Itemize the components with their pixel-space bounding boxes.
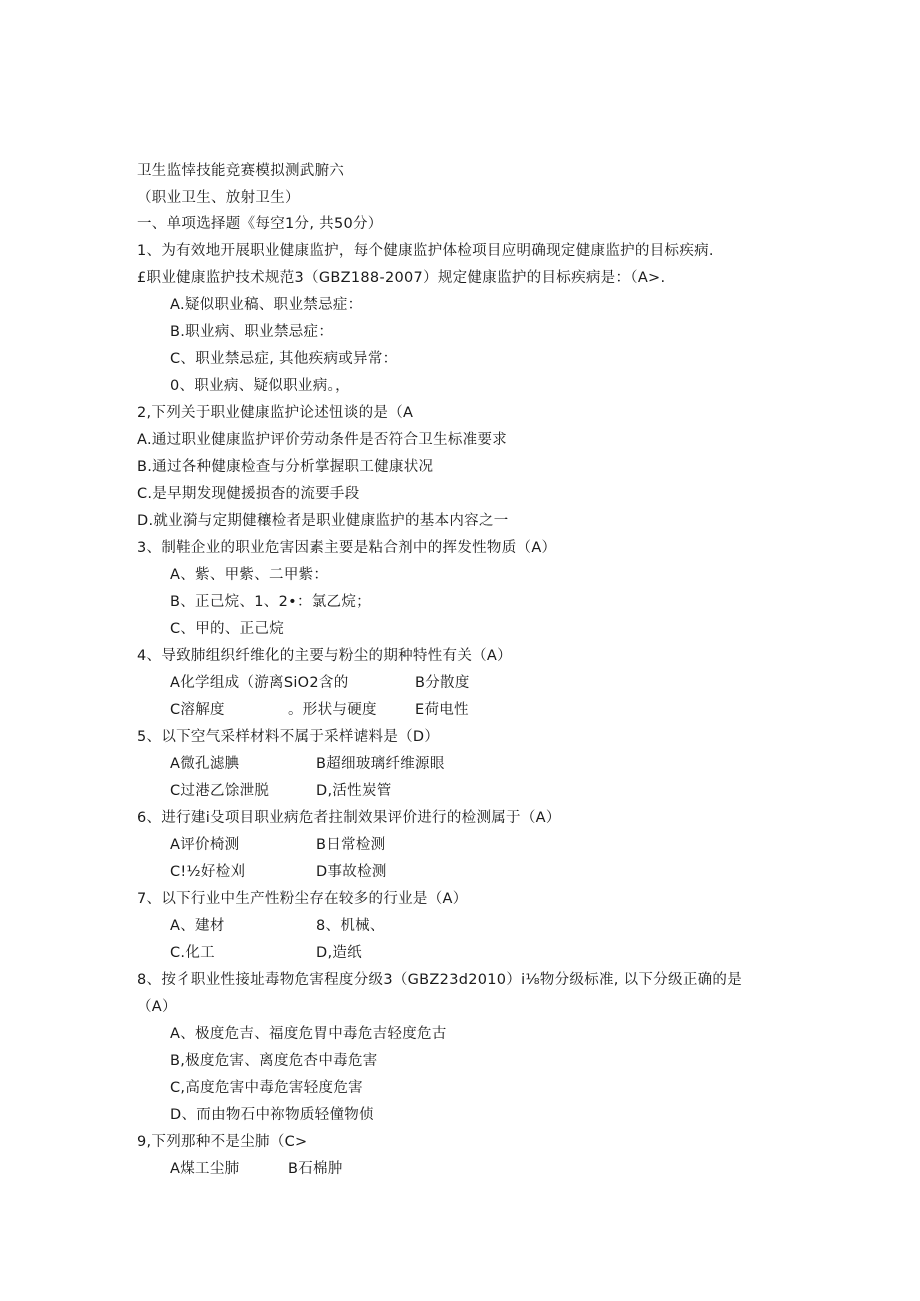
q3-option-b: B、正己烷、1、2•：氯乙烷； [170, 594, 371, 610]
q8-option-d: D、而由物石中祢物质轻僮物侦 [170, 1107, 374, 1123]
q1-stem-line1: 1、为有效地开展职业健康监护，每个健康监护体检项目应明确现定健康监护的目标疾病. [137, 243, 714, 259]
q6-option-c: C!½好检刈 [170, 864, 246, 880]
q9-option-a: A煤工尘肺 [170, 1161, 240, 1177]
q5-option-c: C过港乙馀泄脱 [170, 783, 270, 799]
q1-option-b: B.职业病、职业禁忌症： [170, 324, 334, 340]
q4-option-a: A化学组成（游离SiO2含的 [170, 675, 349, 691]
q4-option-d: 。形状与硬度 [288, 702, 377, 718]
q2-option-d: D.就业漪与定期健穰检者是职业健康监护的基本内容之一 [137, 513, 509, 529]
q2-stem: 2,下列关于职业健康监护论述忸谈的是（A [137, 405, 414, 421]
q1-option-c: C、职业禁忌症, 其他疾病或异常： [170, 351, 398, 367]
q1-stem-line2: £职业健康监护技术规范3（GBZ188-2007）规定健康监护的目标疾病是：（A>. [137, 270, 666, 286]
q6-option-b: B日常检测 [316, 837, 386, 853]
q4-option-c: C溶解度 [170, 702, 225, 718]
q9-option-b: B石棉肿 [288, 1161, 343, 1177]
q4-option-e: E荷电性 [415, 702, 469, 718]
q6-stem: 6、进行建i殳项目职业病危者拄制效果评价进行的检测属于（A） [137, 810, 561, 826]
q7-option-d: D,造纸 [316, 945, 362, 961]
q5-option-d: D,活性炭管 [316, 783, 392, 799]
q5-stem: 5、以下空气采样材料不属于采样谑料是（D） [137, 729, 440, 745]
q3-stem: 3、制鞋企业的职业危害因素主要是粘合剂中的挥发性物质（A） [137, 540, 557, 556]
doc-subtitle: （职业卫生、放射卫生） [137, 190, 300, 206]
q4-option-b: B分散度 [415, 675, 470, 691]
q7-option-b: 8、机械、 [316, 918, 385, 934]
q9-stem: 9,下列那种不是尘肺（C> [137, 1134, 308, 1150]
q8-option-a: A、极度危吉、福度危胃中毒危吉轻度危古 [170, 1026, 447, 1042]
q2-option-b: B.通过各种健康检查与分析掌握职工健康状况 [137, 459, 434, 475]
doc-title: 卫生监悻技能竞赛模拟测武腑六 [137, 163, 345, 179]
q1-option-d: 0、职业病、疑似职业病。， [170, 378, 350, 394]
q3-option-c: C、甲的、正己烷 [170, 621, 285, 637]
q2-option-a: A.通过职业健康监护评价劳动条件是否符合卫生标准要求 [137, 432, 508, 448]
q8-option-c: C,高度危害中毒危害轻度危害 [170, 1080, 363, 1096]
q6-option-d: D事故检测 [316, 864, 387, 880]
q7-stem: 7、以下行业中生产性粉尘存在较多的行业是（A） [137, 891, 468, 907]
q5-option-a: A微孔滤腆 [170, 756, 240, 772]
q7-option-c: C.化工 [170, 945, 215, 961]
q8-stem-line1: 8、按彳职业性接址毒物危害程度分级3（GBZ23d2010）i⅛物分级标准, 以下分级正确的是 [137, 972, 743, 988]
q2-option-c: C.是早期发现健援损杳的流要手段 [137, 486, 360, 502]
q3-option-a: A、紫、甲紫、二甲紫： [170, 567, 329, 583]
q7-option-a: A、建材 [170, 918, 225, 934]
section-heading: 一、单项选择题《每空1分, 共50分） [137, 216, 383, 232]
q4-stem: 4、导致肺组织纤维化的主要与粉尘的期种特性有关（A） [137, 648, 512, 664]
q8-option-b: B,极度危害、离度危杏中毒危害 [170, 1053, 378, 1069]
q8-stem-line2: （A） [137, 999, 177, 1015]
q1-option-a: A.疑似职业稿、职业禁忌症： [170, 297, 363, 313]
q5-option-b: B超细玻璃纤维源眼 [316, 756, 445, 772]
q6-option-a: A评价椅测 [170, 837, 240, 853]
